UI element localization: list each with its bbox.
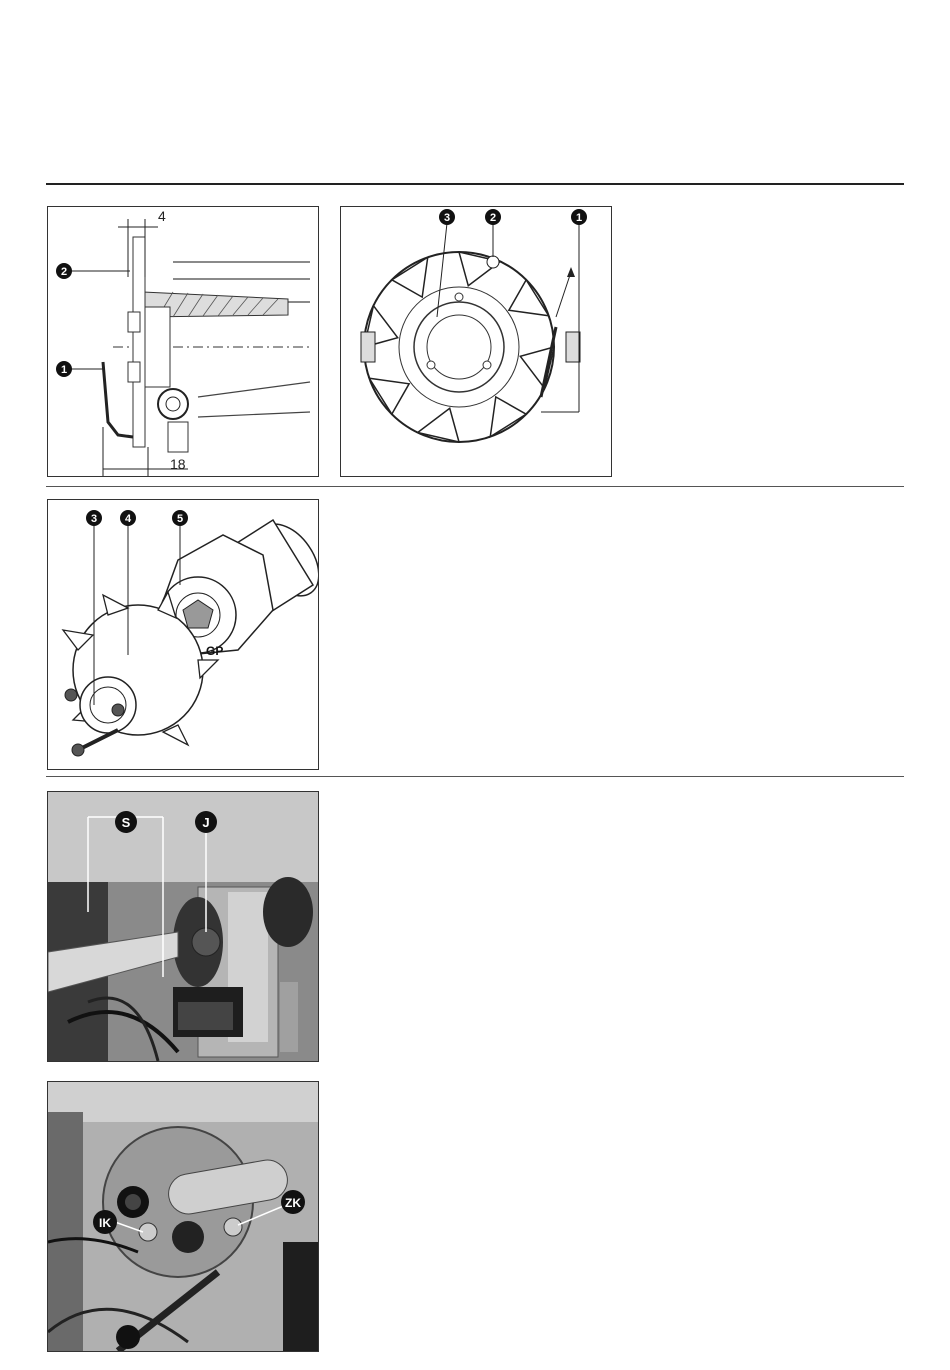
figure-burner-photo (47, 791, 319, 1062)
figure-baffle-disc (340, 206, 612, 477)
label-3: 3 (90, 513, 98, 525)
label-1: 1 (575, 212, 583, 224)
figure-exploded-view (47, 499, 319, 770)
label-1: 1 (60, 364, 68, 376)
figure-nozzle-assembly (47, 206, 319, 477)
top-rule (46, 183, 904, 185)
label-ik: IK (99, 1216, 111, 1230)
dimension-4: 4 (158, 208, 166, 224)
section-divider (46, 486, 904, 487)
label-2: 2 (60, 266, 68, 278)
section-divider (46, 776, 904, 777)
label-4: 4 (124, 513, 132, 525)
label-5: 5 (176, 513, 184, 525)
label-j: J (202, 815, 210, 830)
label-2: 2 (489, 212, 497, 224)
figure-control-photo (47, 1081, 319, 1352)
dimension-18: 18 (170, 456, 186, 472)
label-s: S (121, 815, 131, 830)
label-3: 3 (443, 212, 451, 224)
gp-label: GP (206, 644, 224, 658)
label-zk: ZK (285, 1196, 301, 1210)
